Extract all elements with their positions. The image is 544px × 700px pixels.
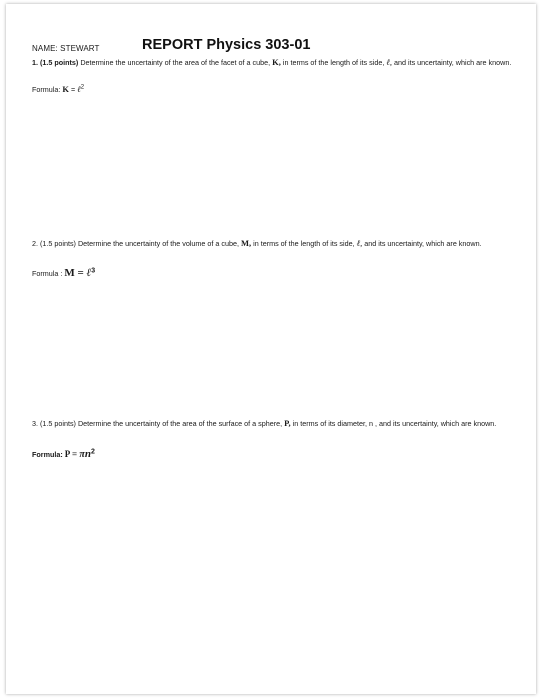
question-1-number: 1. (1.5 points) [32,58,79,67]
question-2-variable: M, [240,238,252,248]
question-3-number: 3. (1.5 points) [32,419,76,428]
question-3-formula: Formula: $P = \pi n^2$ [32,448,95,460]
question-2-text: 2. (1.5 points) Determine the uncertainty of the volume of a cube, M, in terms of the length of its side, ℓ, and its uncertainty, which are known. [32,238,482,248]
document-page [6,4,536,694]
question-2-formula: Formula : M = ℓ$^3$ [32,267,96,279]
question-1-variable: K, [272,57,281,67]
question-1-text: 1. (1.5 points) Determine the uncertainty of the area of the facet of a cube, K, in terms of the length of its side, ℓ, and its uncertainty, which are known. [32,57,512,67]
question-1-formula: Formula: K = ℓ$^2$ [32,84,85,94]
question-3-variable: P, [284,418,291,428]
page-title: REPORT Physics 303-01 [142,37,311,53]
question-2-number: 2. (1.5 points) [32,239,76,248]
student-name: NAME: STEWART [32,44,100,53]
question-3-text: 3. (1.5 points) Determine the uncertainty of the area of the surface of a sphere, P, in terms of its diameter, n , and its uncertainty, which are known. [32,418,497,428]
